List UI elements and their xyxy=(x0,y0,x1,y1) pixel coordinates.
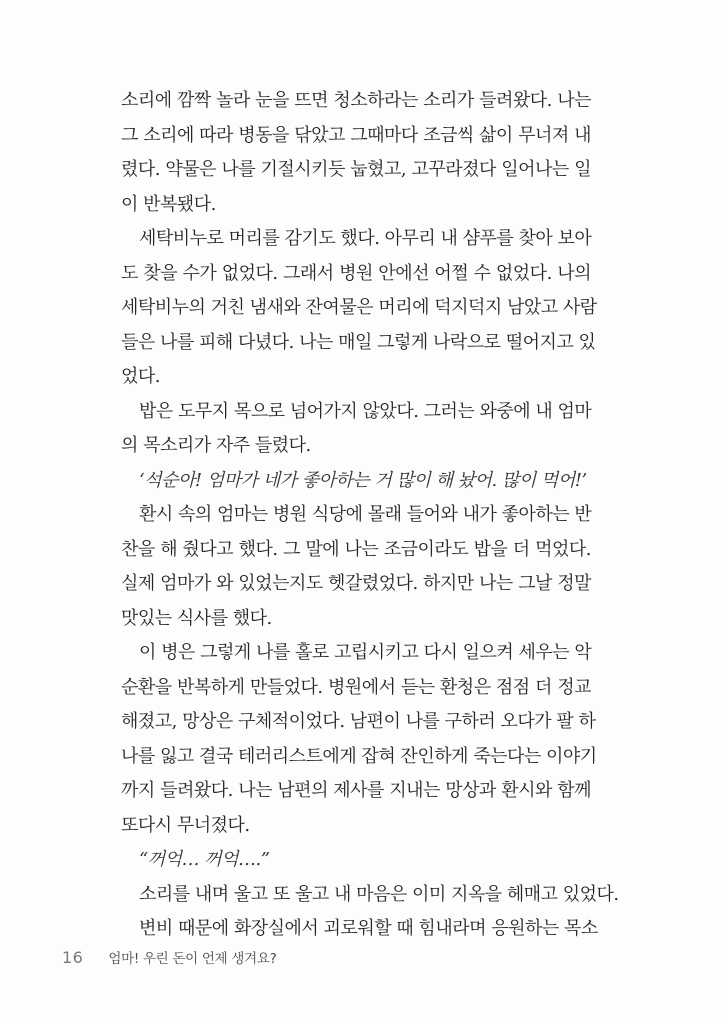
paragraph xyxy=(121,464,591,499)
text-line: 해졌고, 망상은 구체적이었다. 남편이 나를 구하러 오다가 팔 하 xyxy=(121,711,596,732)
paragraph xyxy=(121,843,591,878)
text-line: 렸다. 약물은 나를 기절시키듯 눕혔고, 고꾸라졌다 일어나는 일 xyxy=(121,159,591,180)
text-line: ‘석순아! 엄마가 네가 좋아하는 거 많이 해 놨어. 많이 먹어!’ xyxy=(139,469,587,491)
text-line: 맛있는 식사를 했다. xyxy=(121,607,272,629)
footer xyxy=(62,947,276,967)
page-number: 16 xyxy=(62,948,84,967)
text-line: 이 병은 그렇게 나를 홀로 고립시키고 다시 일으켜 세우는 악 xyxy=(139,642,592,663)
text-line: 변비 때문에 화장실에서 괴로워할 때 힘내라며 응원하는 목소 xyxy=(139,918,598,939)
text-line: 순환을 반복하게 만들었다. 병원에서 듣는 환청은 점점 더 정교 xyxy=(121,676,591,698)
text-line: 들은 나를 피해 다녔다. 나는 매일 그렇게 나락으로 떨어지고 있 xyxy=(121,331,596,353)
text-line: 환시 속의 엄마는 병원 식당에 몰래 들어와 내가 좋아하는 반 xyxy=(139,504,592,525)
text-line: 또다시 무너졌다. xyxy=(121,814,250,836)
text-line: 의 목소리가 자주 들렸다. xyxy=(121,435,311,456)
text-line: 찬을 해 줬다고 했다. 그 말에 나는 조금이라도 밥을 더 먹었다. xyxy=(121,538,591,560)
text-line: 소리를 내며 울고 또 울고 내 마음은 이미 지옥을 헤매고 있었다. xyxy=(139,883,619,905)
paragraph xyxy=(121,395,591,464)
text-line: 그 소리에 따라 병동을 닦았고 그때마다 조금씩 삶이 무너져 내 xyxy=(121,124,591,146)
paragraph xyxy=(121,498,591,636)
paragraph xyxy=(121,912,598,947)
text-line: 나를 잃고 결국 테러리스트에게 잡혀 잔인하게 죽는다는 이야기 xyxy=(121,745,597,767)
text-line: 소리에 깜짝 놀라 눈을 뜨면 청소하라는 소리가 들려왔다. 나는 xyxy=(121,90,591,111)
text-line: 이 반복됐다. xyxy=(121,193,216,215)
text-line: 도 찾을 수가 없었다. 그래서 병원 안에선 어쩔 수 없었다. 나의 xyxy=(121,262,591,284)
paragraph xyxy=(121,222,597,395)
text-line: 까지 들려왔다. 나는 남편의 제사를 지내는 망상과 환시와 함께 xyxy=(121,780,591,801)
text-line: 실제 엄마가 와 있었는지도 헷갈렸었다. 하지만 나는 그날 정말 xyxy=(121,573,591,594)
text-line: 세탁비누로 머리를 감기도 했다. 아무리 내 샴푸를 찾아 보아 xyxy=(139,228,592,249)
body-text xyxy=(121,84,619,947)
text-line: 밥은 도무지 목으로 넘어가지 않았다. 그러는 와중에 내 엄마 xyxy=(139,400,592,422)
text-line: 세탁비누의 거친 냄새와 잔여물은 머리에 덕지덕지 남았고 사람 xyxy=(121,297,597,318)
text-line: 었다. xyxy=(121,366,160,387)
paragraph xyxy=(121,878,619,913)
paragraph xyxy=(121,84,591,222)
paragraph xyxy=(121,636,597,843)
text-line: “꺼억… 꺼억….” xyxy=(139,849,270,870)
running-title: 엄마! 우린 돈이 언제 생겨요? xyxy=(108,951,277,967)
